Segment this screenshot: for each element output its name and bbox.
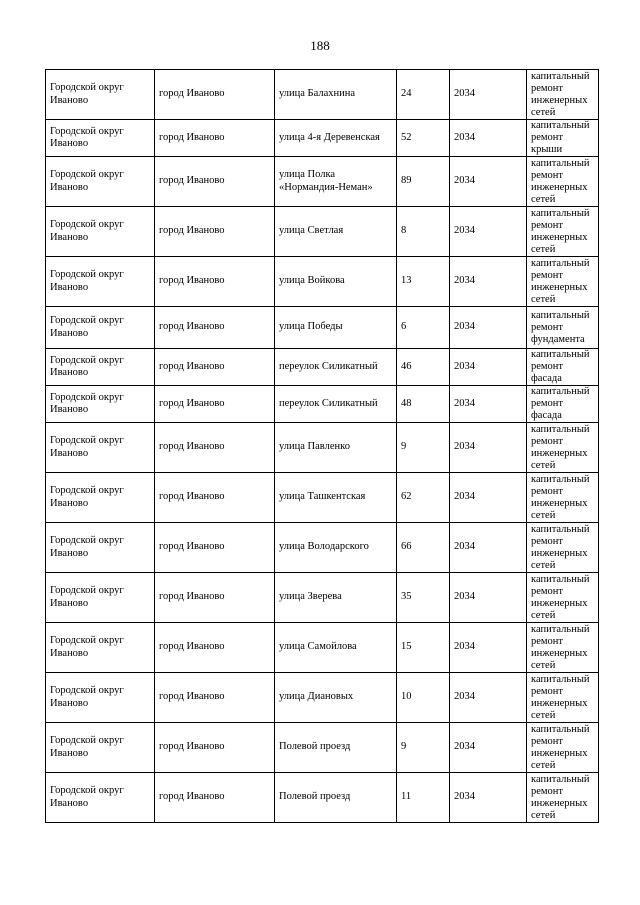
street-cell: улица Диановых <box>275 673 397 723</box>
year-cell: 2034 <box>450 573 527 623</box>
year-cell: 2034 <box>450 673 527 723</box>
year-cell: 2034 <box>450 257 527 307</box>
year-cell: 2034 <box>450 523 527 573</box>
year-cell: 2034 <box>450 623 527 673</box>
city-cell: город Иваново <box>155 207 275 257</box>
work-type-cell: капитальный ремонт инженерных сетей <box>527 573 599 623</box>
city-cell: город Иваново <box>155 386 275 423</box>
district-cell: Городской округ Иваново <box>46 523 155 573</box>
district-cell: Городской округ Иваново <box>46 573 155 623</box>
street-cell: улица 4-я Деревенская <box>275 120 397 157</box>
city-cell: город Иваново <box>155 257 275 307</box>
work-type-cell: капитальный ремонт инженерных сетей <box>527 423 599 473</box>
table-row <box>46 386 599 423</box>
street-cell: улица Ташкентская <box>275 473 397 523</box>
district-cell: Городской округ Иваново <box>46 207 155 257</box>
house-number-cell: 8 <box>397 207 450 257</box>
district-cell: Городской округ Иваново <box>46 349 155 386</box>
page-number: 188 <box>310 38 330 53</box>
work-type-cell: капитальный ремонт инженерных сетей <box>527 673 599 723</box>
street-cell: улица Полка «Нормандия-Неман» <box>275 157 397 207</box>
house-number-cell: 9 <box>397 423 450 473</box>
house-number-cell: 48 <box>397 386 450 423</box>
house-number-cell: 24 <box>397 70 450 120</box>
year-cell: 2034 <box>450 307 527 349</box>
table-row <box>46 573 599 623</box>
work-type-cell: капитальный ремонт фасада <box>527 386 599 423</box>
work-type-cell: капитальный ремонт инженерных сетей <box>527 623 599 673</box>
work-type-cell: капитальный ремонт инженерных сетей <box>527 473 599 523</box>
table-row <box>46 623 599 673</box>
house-number-cell: 9 <box>397 723 450 773</box>
table-row <box>46 307 599 349</box>
table-row <box>46 723 599 773</box>
year-cell: 2034 <box>450 70 527 120</box>
table-row <box>46 349 599 386</box>
district-cell: Городской округ Иваново <box>46 473 155 523</box>
district-cell: Городской округ Иваново <box>46 723 155 773</box>
work-type-cell: капитальный ремонт инженерных сетей <box>527 523 599 573</box>
street-cell: улица Войкова <box>275 257 397 307</box>
year-cell: 2034 <box>450 423 527 473</box>
work-type-cell: капитальный ремонт инженерных сетей <box>527 70 599 120</box>
city-cell: город Иваново <box>155 723 275 773</box>
district-cell: Городской округ Иваново <box>46 120 155 157</box>
district-cell: Городской округ Иваново <box>46 386 155 423</box>
city-cell: город Иваново <box>155 473 275 523</box>
table-row <box>46 207 599 257</box>
city-cell: город Иваново <box>155 773 275 823</box>
house-number-cell: 13 <box>397 257 450 307</box>
street-cell: Полевой проезд <box>275 723 397 773</box>
year-cell: 2034 <box>450 120 527 157</box>
street-cell: улица Зверева <box>275 573 397 623</box>
year-cell: 2034 <box>450 386 527 423</box>
work-type-cell: капитальный ремонт фасада <box>527 349 599 386</box>
house-number-cell: 11 <box>397 773 450 823</box>
table-row <box>46 120 599 157</box>
district-cell: Городской округ Иваново <box>46 673 155 723</box>
work-type-cell: капитальный ремонт крыши <box>527 120 599 157</box>
table-row <box>46 523 599 573</box>
table-row <box>46 473 599 523</box>
table-body <box>46 70 599 823</box>
house-number-cell: 89 <box>397 157 450 207</box>
city-cell: город Иваново <box>155 120 275 157</box>
district-cell: Городской округ Иваново <box>46 257 155 307</box>
street-cell: Полевой проезд <box>275 773 397 823</box>
street-cell: улица Володарского <box>275 523 397 573</box>
city-cell: город Иваново <box>155 673 275 723</box>
street-cell: улица Павленко <box>275 423 397 473</box>
district-cell: Городской округ Иваново <box>46 623 155 673</box>
district-cell: Городской округ Иваново <box>46 307 155 349</box>
street-cell: переулок Силикатный <box>275 349 397 386</box>
work-type-cell: капитальный ремонт инженерных сетей <box>527 157 599 207</box>
district-cell: Городской округ Иваново <box>46 773 155 823</box>
year-cell: 2034 <box>450 349 527 386</box>
year-cell: 2034 <box>450 207 527 257</box>
work-type-cell: капитальный ремонт инженерных сетей <box>527 723 599 773</box>
city-cell: город Иваново <box>155 523 275 573</box>
city-cell: город Иваново <box>155 573 275 623</box>
street-cell: переулок Силикатный <box>275 386 397 423</box>
street-cell: улица Светлая <box>275 207 397 257</box>
city-cell: город Иваново <box>155 623 275 673</box>
table-row <box>46 673 599 723</box>
table-row <box>46 257 599 307</box>
city-cell: город Иваново <box>155 307 275 349</box>
table-row <box>46 773 599 823</box>
house-number-cell: 52 <box>397 120 450 157</box>
district-cell: Городской округ Иваново <box>46 157 155 207</box>
street-cell: улица Победы <box>275 307 397 349</box>
year-cell: 2034 <box>450 723 527 773</box>
street-cell: улица Балахнина <box>275 70 397 120</box>
table-row <box>46 423 599 473</box>
house-number-cell: 46 <box>397 349 450 386</box>
work-type-cell: капитальный ремонт инженерных сетей <box>527 257 599 307</box>
buildings-table <box>45 69 599 823</box>
city-cell: город Иваново <box>155 423 275 473</box>
city-cell: город Иваново <box>155 157 275 207</box>
work-type-cell: капитальный ремонт фундамента <box>527 307 599 349</box>
year-cell: 2034 <box>450 773 527 823</box>
work-type-cell: капитальный ремонт инженерных сетей <box>527 773 599 823</box>
table-row <box>46 70 599 120</box>
city-cell: город Иваново <box>155 70 275 120</box>
house-number-cell: 62 <box>397 473 450 523</box>
house-number-cell: 15 <box>397 623 450 673</box>
work-type-cell: капитальный ремонт инженерных сетей <box>527 207 599 257</box>
house-number-cell: 6 <box>397 307 450 349</box>
district-cell: Городской округ Иваново <box>46 423 155 473</box>
house-number-cell: 66 <box>397 523 450 573</box>
year-cell: 2034 <box>450 473 527 523</box>
street-cell: улица Самойлова <box>275 623 397 673</box>
house-number-cell: 10 <box>397 673 450 723</box>
district-cell: Городской округ Иваново <box>46 70 155 120</box>
table-row <box>46 157 599 207</box>
city-cell: город Иваново <box>155 349 275 386</box>
house-number-cell: 35 <box>397 573 450 623</box>
year-cell: 2034 <box>450 157 527 207</box>
